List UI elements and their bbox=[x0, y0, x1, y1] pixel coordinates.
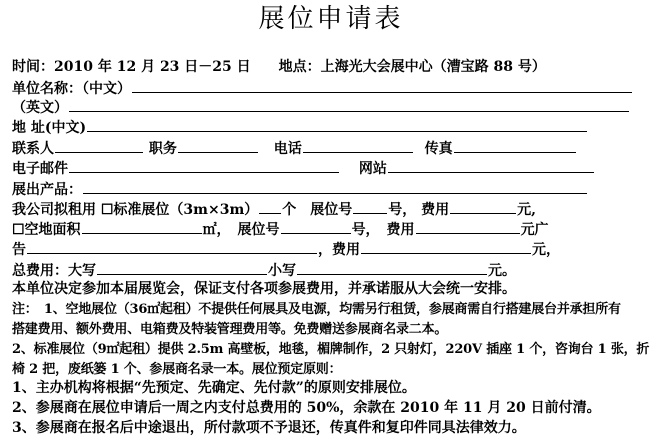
page-title: 展位申请表 bbox=[258, 4, 404, 34]
company-en-field[interactable] bbox=[69, 98, 629, 112]
ad-fee-unit: 元， bbox=[532, 242, 560, 258]
position-label: 职务 bbox=[148, 141, 177, 157]
fax-field[interactable] bbox=[454, 139, 576, 153]
standard-booth-no-field[interactable] bbox=[353, 200, 387, 214]
standard-booth-no-label: 个 展位号 bbox=[282, 202, 353, 218]
principle-1: 1、主办机构将根据“先预定、先确定、先付款”的原则安排展位。 bbox=[12, 380, 416, 396]
standard-booth-unit: 元, bbox=[517, 202, 537, 218]
ad-fee-field[interactable] bbox=[361, 240, 531, 254]
total-row bbox=[12, 261, 516, 278]
declaration: 本单位决定参加本届展览会，保证支付各项参展费用，并承诺服从大会统一安排。 bbox=[12, 281, 516, 297]
time-location: 时间：2010 年 12 月 23 日－25 日 地点：上海光大会展中心（漕宝路 88 号） bbox=[12, 59, 546, 75]
phone-field[interactable] bbox=[303, 139, 413, 153]
space-area-field[interactable] bbox=[82, 220, 202, 234]
note-1b: 搭建费用、额外费用、电箱费及特装管理费用等。免费赠送参展商名录二本。 bbox=[12, 322, 448, 337]
standard-booth-row bbox=[12, 200, 536, 217]
standard-booth-fee-field[interactable] bbox=[450, 200, 516, 214]
space-booth-no-field[interactable] bbox=[281, 220, 351, 234]
website-label: 网站 bbox=[358, 161, 387, 177]
email-field[interactable] bbox=[69, 159, 339, 173]
products-field[interactable] bbox=[83, 180, 587, 194]
ad-label: 告 bbox=[12, 242, 26, 258]
standard-booth-fee-label: 号， 费用 bbox=[388, 202, 450, 218]
space-booth-no-label: ㎡， 展位号 bbox=[202, 222, 280, 238]
space-booth-row bbox=[12, 220, 549, 237]
space-booth-unit: 元广 bbox=[520, 222, 549, 238]
standard-booth-count-field[interactable] bbox=[259, 200, 281, 214]
ad-field[interactable] bbox=[27, 240, 317, 254]
contact-field[interactable] bbox=[55, 139, 143, 153]
total-digits-label: 小写 bbox=[268, 263, 296, 279]
position-field[interactable] bbox=[178, 139, 258, 153]
contact-label: 联系人 bbox=[12, 141, 54, 157]
email-row bbox=[12, 159, 595, 176]
fax-label: 传真 bbox=[424, 141, 453, 157]
company-en-row bbox=[12, 98, 630, 115]
principle-2: 2、参展商在展位申请后一周之内支付总费用的 50%，余款在 2010 年 11 月 20 日前付清。 bbox=[12, 400, 601, 416]
address-field[interactable] bbox=[87, 118, 587, 132]
address-row bbox=[12, 118, 588, 135]
note-1a: 注： 1、空地展位（36㎡起租）不提供任何展具及电源，均需另行租赁，参展商需自行搭建展台并承担所有 bbox=[12, 302, 621, 317]
company-cn-row bbox=[12, 79, 633, 96]
address-label: 地 址(中文) bbox=[12, 120, 87, 136]
total-label: 总费用：大写 bbox=[12, 263, 96, 279]
email-label: 电子邮件 bbox=[12, 161, 68, 177]
total-words-field[interactable] bbox=[97, 261, 267, 275]
company-cn-field[interactable] bbox=[132, 79, 632, 93]
principle-3: 3、参展商在报名后中途退出，所付款项不予退还，传真件和复印件同具法律效力。 bbox=[12, 420, 526, 436]
total-unit: 元。 bbox=[488, 263, 516, 279]
contact-row bbox=[12, 139, 577, 156]
space-booth-fee-label: 号， 费用 bbox=[351, 222, 415, 238]
total-digits-field[interactable] bbox=[297, 261, 487, 275]
ad-row bbox=[12, 240, 560, 257]
space-booth-fee-field[interactable] bbox=[416, 220, 520, 234]
products-label: 展出产品： bbox=[12, 182, 82, 198]
ad-fee-label: ，费用 bbox=[318, 242, 360, 258]
company-en-label: （英文） bbox=[12, 100, 68, 116]
company-cn-label: 单位名称：（中文） bbox=[12, 81, 131, 97]
phone-label: 电话 bbox=[273, 141, 302, 157]
note-2a: 2、标准展位（9㎡起租）提供 2.5m 高壁板，地毯，楣牌制作，2 只射灯，220V 插座 1 个，咨询台 1 张，折 bbox=[12, 342, 650, 357]
space-booth-checkbox[interactable]: ☐空地面积 bbox=[12, 222, 81, 238]
products-row bbox=[12, 180, 588, 197]
note-2b: 椅 2 把，废纸篓 1 个、参展商名录一本。展位预定原则： bbox=[12, 362, 342, 377]
website-field[interactable] bbox=[388, 159, 594, 173]
standard-booth-checkbox[interactable]: 我公司拟租用 ☐标准展位（3m×3m） bbox=[12, 202, 259, 218]
